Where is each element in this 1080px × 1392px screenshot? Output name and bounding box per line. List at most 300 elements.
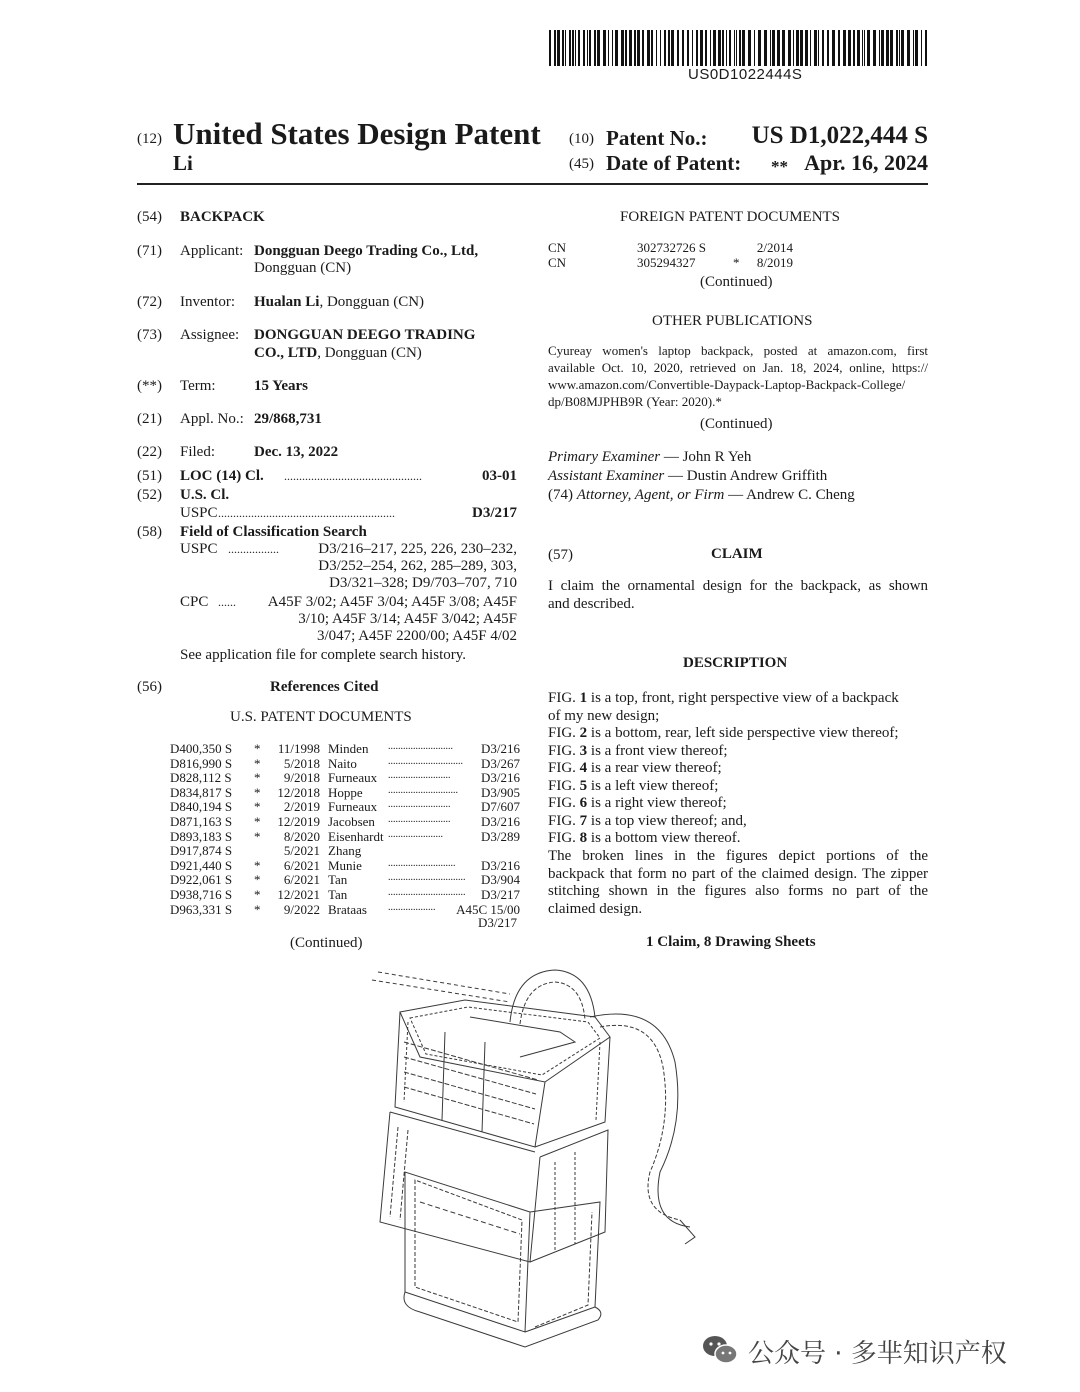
barcode-bar [722,30,724,66]
other-pub-line: www.amazon.com/Convertible-Daypack-Laptop-Backpack-College/ [548,377,906,392]
ref-number: D938,716 S [170,887,233,902]
barcode-bar [758,30,761,66]
code-22: (22) [137,444,162,460]
figure-number: 5 [579,777,588,794]
barcode-bar [696,30,698,66]
figure-prefix: FIG. [548,725,580,741]
field-uspc-line: D3/321–328; D9/703–707, 710 [329,575,517,591]
barcode-bar [739,30,741,66]
foreign-country: CN [548,254,567,270]
us-cl-label: U.S. Cl. [180,487,230,503]
reference-row [170,799,520,813]
barcode-bar [637,30,640,66]
figure-description [548,760,722,778]
figure-number: 3 [579,742,588,759]
ref-name: Naito [328,755,357,771]
assignee-name: DONGGUAN DEEGO TRADING [254,327,476,343]
ref-class: D3/216 [481,857,520,873]
ref-class: D3/217 [481,887,520,902]
ref-name: Brataas [328,901,367,917]
inventor-place: , Dongguan (CN) [319,294,425,310]
figure-text: is a top view thereof; and, [587,812,747,829]
assistant-examiner-value: — Dustin Andrew Griffith [668,468,828,484]
barcode-bar [838,30,840,66]
barcode-bar [843,30,846,66]
figure-description [548,725,899,743]
barcode-bar [754,30,755,66]
field-uspc-label: USPC [180,541,218,557]
other-pub-line: Cyureay women's laptop backpack, posted at amazon.com, first [548,343,928,358]
ref-date: 12/2018 [277,784,320,800]
ref-dots: ............................ [388,784,458,796]
barcode-bar [625,30,627,66]
figure-number: 1 [579,690,588,706]
assistant-examiner [548,468,827,485]
barcode-bar [742,30,745,66]
primary-examiner-value: — John R Yeh [663,449,752,465]
ref-name: Jacobsen [328,814,375,829]
figure-description [548,690,899,708]
figure-number: 2 [579,725,588,741]
code-12: (12) [137,131,162,147]
barcode-bar [748,30,751,66]
ref-star: * [254,872,261,888]
claim-title: CLAIM [711,546,763,562]
figure-description [548,795,727,813]
ref-date: 6/2021 [283,857,320,873]
primary-examiner-label: Primary Examiner [548,449,661,465]
figure-prefix: FIG. [548,690,580,706]
ref-number: D871,163 S [170,814,233,829]
barcode-bar [569,30,571,66]
patent-date: Apr. 16, 2024 [804,150,928,175]
ref-date: 5/2018 [283,755,320,771]
barcode-bar [857,30,860,66]
barcode [549,30,929,66]
figure-text: is a right view thereof; [587,795,727,811]
ref-star: * [254,901,261,917]
ref-dots: .......................... [388,741,453,752]
barcode-bar [692,30,693,66]
inventor-name: Hualan Li [254,294,320,310]
barcode-bar [557,30,560,66]
barcode-bar [549,30,551,66]
ref-date: 9/2022 [283,901,320,917]
barcode-bar [899,30,900,66]
ref-number: D963,331 S [170,901,233,917]
barcode-bar [608,30,609,66]
barcode-bar [656,30,657,66]
figure-prefix: FIG. [548,795,580,811]
reference-row [170,858,520,872]
reference-row [170,770,520,784]
ref-star: * [254,799,261,815]
reference-row [170,756,520,770]
barcode-bar [587,30,588,66]
ref-date: 6/2021 [283,872,320,888]
barcode-bar [810,30,811,66]
figure-prefix: FIG. [548,760,580,776]
reference-row [170,741,520,755]
barcode-bar [879,30,880,66]
barcode-bar [827,30,829,66]
primary-examiner [548,449,751,466]
us-cl-dots: ........................................................... [218,506,395,520]
applicant-name: Dongguan Deego Trading Co., Ltd, [254,243,479,259]
ref-star: * [254,784,261,800]
ref-extra-class: D3/217 [478,915,517,930]
ref-date: 5/2021 [283,843,320,859]
barcode-bar [615,30,618,66]
field-search-note: See application file for complete search history. [180,647,467,663]
barcode-bar [818,30,819,66]
figure-text: is a left view thereof; [587,777,719,794]
claims-sheets: 1 Claim, 8 Drawing Sheets [646,934,816,950]
foreign-title: FOREIGN PATENT DOCUMENTS [620,209,841,225]
barcode-bar [873,30,876,66]
references-title: References Cited [270,679,379,695]
ref-star: * [254,770,261,786]
ref-star: * [254,887,261,902]
barcode-bar [867,30,870,66]
code-57: (57) [548,547,573,563]
barcode-bar [772,30,775,66]
ref-star: * [254,741,261,756]
ref-dots: ........................... [388,857,456,869]
ref-class: D3/216 [481,770,520,786]
ref-number: D922,061 S [170,872,233,888]
barcode-bar [853,30,855,66]
barcode-bar [881,30,884,66]
barcode-number: US0D1022444S [688,66,803,83]
field-cpc-line: 3/10; A45F 3/14; A45F 3/042; A45F [298,611,517,627]
ref-date: 9/2018 [283,770,320,786]
loc-value: 03-01 [482,468,517,484]
foreign-row [548,256,793,270]
ref-class: D3/905 [481,784,520,800]
barcode-bars [549,30,929,66]
code-52: (52) [137,487,162,503]
barcode-bar [921,30,922,66]
barcode-bar [651,30,653,66]
inventor-short: Li [173,151,193,175]
foreign-number: 305294327 [637,254,696,270]
barcode-bar [594,30,596,66]
barcode-bar [565,30,566,66]
figure-prefix: FIG. [548,777,580,794]
figure-text: is a front view thereof; [587,742,728,759]
barcode-bar [634,30,636,66]
ref-class: D3/216 [481,814,520,829]
ref-star: * [254,828,261,844]
barcode-bar [682,30,684,66]
inventor-label: Inventor: [180,294,235,310]
code-21: (21) [137,411,162,427]
ref-number: D921,440 S [170,857,233,873]
ref-dots: ......................... [388,814,451,825]
figure-text: is a top, front, right perspective view of a backpack [587,690,899,706]
code-58: (58) [137,524,162,540]
barcode-bar [862,30,863,66]
barcode-bar [664,30,666,66]
ref-class: D3/904 [481,872,520,888]
foreign-country: CN [548,240,567,255]
backpack-drawing [360,962,720,1382]
barcode-bar [913,30,914,66]
reference-row [170,887,520,901]
inventor-value [254,294,424,311]
figure-number: 7 [579,812,588,829]
ref-name: Minden [328,741,369,756]
barcode-bar [864,30,865,66]
figure-text: is a rear view thereof; [587,760,722,776]
loc-label: LOC (14) Cl. [180,468,264,484]
figure-number: 4 [579,760,588,776]
barcode-bar [805,30,808,66]
ref-name: Furneaux [328,799,378,815]
ref-date: 11/1998 [277,741,320,756]
reference-row [170,829,520,843]
barcode-bar [848,30,851,66]
ref-name: Eisenhardt [328,828,384,844]
barcode-bar [589,30,591,66]
barcode-bar [907,30,910,66]
barcode-bar [729,30,731,66]
barcode-bar [660,30,661,66]
us-cl-sub: USPC [180,505,218,521]
barcode-bar [814,30,817,66]
ref-number: D400,350 S [170,741,233,756]
ref-dots: ...................... [388,828,443,840]
figure-description [548,778,718,796]
ref-name: Tan [328,887,348,902]
field-uspc-line: D3/252–254, 262, 285–289, 303, [318,558,517,574]
foreign-date: 8/2019 [756,254,793,270]
ref-class: D7/607 [481,799,520,815]
header-rule [137,183,928,185]
barcode-bar [822,30,824,66]
assignee-suffix: CO., LTD [254,345,318,361]
foreign-star: * [733,254,740,270]
barcode-bar [578,30,580,66]
barcode-bar [832,30,835,66]
ref-class: A45C 15/00 [456,901,520,917]
code-10: (10) [569,131,594,147]
field-cpc-dots: ...... [218,595,236,609]
ref-name: Hoppe [328,784,363,800]
ref-class: D3/289 [481,828,520,844]
barcode-bar [796,30,799,66]
assignee-line2 [254,345,422,362]
ref-date: 12/2019 [277,814,320,829]
barcode-bar [677,30,679,66]
barcode-bar [583,30,585,66]
field-cpc-label: CPC [180,594,209,610]
ref-number: D834,817 S [170,784,233,800]
doc-title: United States Design Patent [173,116,541,151]
figure-text: is a bottom, rear, left side perspective view thereof; [587,725,899,741]
ref-dots: ............................... [388,887,466,898]
barcode-bar [710,30,711,66]
other-pubs-title: OTHER PUBLICATIONS [652,313,813,329]
ref-name: Munie [328,857,362,873]
barcode-bar [671,30,674,66]
figure-description [548,830,740,848]
field-cpc-line: 3/047; A45F 2200/00; A45F 4/02 [316,628,517,644]
backpack-figure [360,962,720,1382]
broken-lines-line: The broken lines in the figures depict portions of the [548,848,928,864]
figure-prefix: FIG. [548,742,580,759]
figure-prefix: FIG. [548,830,580,846]
barcode-bar [603,30,606,66]
figure-number: 6 [579,795,588,811]
field-uspc-line: D3/216–217, 225, 226, 230–232, [318,541,517,557]
attorney-label: Attorney, Agent, or Firm [576,487,725,503]
attorney-value: — Andrew C. Cheng [728,487,855,503]
ref-star: * [254,814,261,829]
barcode-bar [642,30,644,66]
ref-number: D893,183 S [170,828,233,844]
loc-dots: .............................................. [284,469,422,483]
barcode-bar [687,30,689,66]
barcode-bar [700,30,703,66]
ref-number: D917,874 S [170,843,233,859]
attorney [548,487,855,504]
barcode-bar [554,30,556,66]
date-label: Date of Patent: [606,151,742,175]
reference-row [170,785,520,799]
us-cl-value: D3/217 [472,505,517,521]
barcode-bar [713,30,716,66]
term-label: Term: [180,378,216,394]
ref-number: D840,194 S [170,799,233,815]
attorney-code: (74) [548,487,573,503]
barcode-bar [896,30,898,66]
field-search-label: Field of Classification Search [180,524,367,540]
figure-description [548,708,659,726]
ref-dots: ......................... [388,770,451,782]
patent-number: US D1,022,444 S [751,122,928,149]
ref-number: D816,990 S [170,755,233,771]
foreign-row [548,241,793,255]
code-54: (54) [137,209,162,225]
applicant-place: Dongguan (CN) [254,260,352,276]
ref-dots: ......................... [388,799,451,811]
code-term: (**) [137,378,162,394]
foreign-continued: (Continued) [700,274,773,290]
field-cpc-line: A45F 3/02; A45F 3/04; A45F 3/08; A45F [267,594,517,610]
assignee-label: Assignee: [180,327,240,343]
barcode-bar [901,30,904,66]
barcode-bar [777,30,780,66]
design-title: BACKPACK [180,209,265,225]
ref-name: Furneaux [328,770,378,786]
us-patent-docs-title: U.S. PATENT DOCUMENTS [230,709,412,725]
barcode-bar [793,30,794,66]
description-title: DESCRIPTION [683,655,788,671]
claim-line: I claim the ornamental design for the backpack, as shown [548,578,928,594]
wechat-icon [700,1330,740,1370]
barcode-bar [770,30,771,66]
assistant-examiner-label: Assistant Examiner [548,468,665,484]
barcode-bar [734,30,735,66]
ref-date: 8/2020 [283,828,320,844]
filed-value: Dec. 13, 2022 [254,444,339,460]
filed-label: Filed: [180,444,216,460]
barcode-bar [736,30,737,66]
code-71: (71) [137,243,162,259]
figure-text: is a bottom view thereof. [587,830,741,846]
ref-date: 12/2021 [277,887,320,902]
barcode-bar [718,30,721,66]
ref-dots: .............................. [388,755,463,767]
barcode-bar [886,30,889,66]
wechat-icon-glyph [700,1330,740,1370]
barcode-bar [788,30,791,66]
code-51: (51) [137,468,162,484]
ref-class: D3/267 [481,755,520,771]
ref-number: D828,112 S [170,770,232,786]
reference-row [170,843,520,857]
term-value: 15 Years [254,378,309,394]
barcode-bar [668,30,670,66]
ref-star: * [254,755,261,771]
barcode-bar [562,30,564,66]
barcode-bar [575,30,576,66]
barcode-bar [764,30,767,66]
ref-name: Zhang [328,843,362,859]
barcode-bar [629,30,632,66]
applicant-label: Applicant: [180,243,244,259]
barcode-bar [890,30,893,66]
barcode-bar [572,30,574,66]
reference-row [170,902,520,916]
code-72: (72) [137,294,162,310]
code-56: (56) [137,679,162,695]
appl-no-label: Appl. No.: [180,411,244,427]
ref-date: 2/2019 [283,799,320,815]
other-continued: (Continued) [700,416,773,432]
broken-lines-line: stitching shown in the figures also forms no part of the [548,883,928,899]
field-uspc-dots: ................. [228,542,279,556]
barcode-bar [705,30,707,66]
code-45: (45) [569,156,594,172]
watermark-text: 公众号 · 多芈知识产权 [748,1339,1007,1369]
broken-lines-line: claimed design. [548,901,643,917]
figure-number: 8 [579,830,588,846]
figure-text: of my new design; [548,707,660,724]
figure-description [548,743,728,761]
date-mark: ** [771,157,788,176]
other-pub-line: dp/B08MJPHB9R (Year: 2020).* [548,394,722,409]
other-pub-line: available Oct. 10, 2020, retrieved on Jan. 18, 2024, online, https:// [548,360,928,375]
broken-lines-line: backpack that form no part of the claimed design. The zipper [548,866,928,882]
code-73: (73) [137,327,162,343]
reference-row [170,872,520,886]
claim-line: and described. [548,596,635,612]
ref-name: Tan [328,872,348,888]
refs-continued: (Continued) [290,935,363,951]
foreign-number: 302732726 S [637,240,706,255]
reference-row [170,814,520,828]
barcode-bar [621,30,624,66]
appl-no-value: 29/868,731 [254,411,322,427]
ref-dots: ................... [388,901,436,913]
foreign-date: 2/2014 [756,240,793,255]
barcode-bar [612,30,613,66]
figure-description [548,813,747,831]
assignee-place: , Dongguan (CN) [317,345,422,361]
